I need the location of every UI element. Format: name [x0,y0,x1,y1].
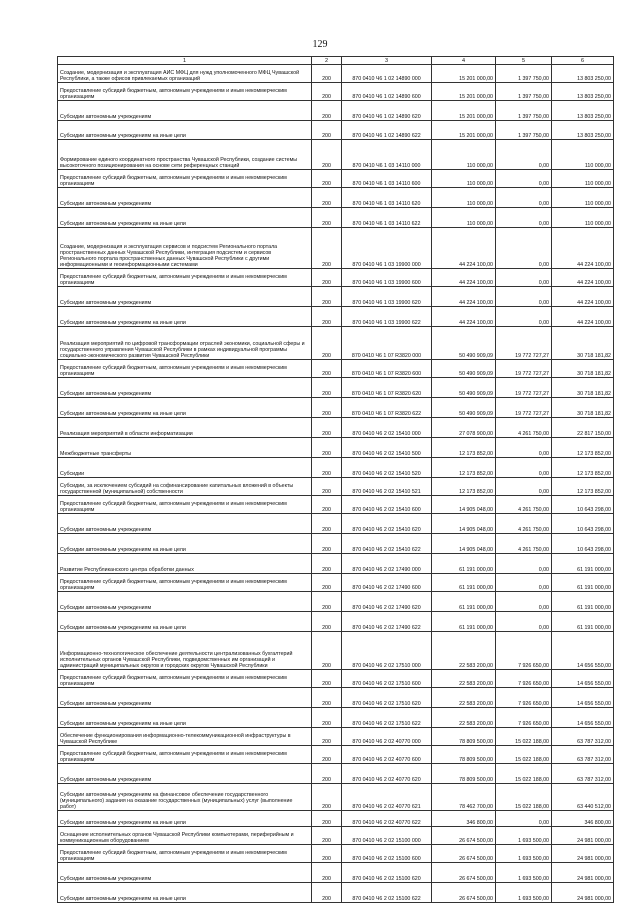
row-amount-total: 61 191 000,00 [432,554,496,574]
table-row [58,554,614,574]
row-budget-code: 870 0410 Ч6 2 02 40770 622 [342,811,432,827]
row-amount-change: 1 693 500,00 [496,863,552,883]
row-amount-change: 1 397 750,00 [496,65,552,83]
row-amount-result: 110 000,00 [552,188,614,208]
header-col-3: 3 [342,57,432,65]
table-row [58,784,614,811]
row-amount-total: 27 078 900,00 [432,418,496,438]
table-row [58,746,614,764]
table-row [58,418,614,438]
row-amount-result: 44 224 100,00 [552,287,614,307]
row-description: Субсидии автономным учреждениям [58,378,312,398]
table-row [58,728,614,746]
row-description: Субсидии автономным учреждениям [58,688,312,708]
row-amount-total: 14 905 048,00 [432,534,496,554]
row-amount-total: 12 173 852,00 [432,438,496,458]
row-amount-total: 26 674 500,00 [432,827,496,845]
row-amount-result: 30 718 181,82 [552,378,614,398]
row-budget-code: 870 0410 Ч6 1 07 R3820 620 [342,378,432,398]
row-budget-code: 870 0410 Ч6 2 02 15410 520 [342,458,432,478]
row-code: 200 [312,188,342,208]
row-amount-total: 22 583 200,00 [432,670,496,688]
row-amount-change: 7 926 650,00 [496,688,552,708]
row-amount-change: 15 022 188,00 [496,728,552,746]
row-amount-change: 0,00 [496,307,552,327]
row-amount-total: 26 674 500,00 [432,845,496,863]
row-code: 200 [312,784,342,811]
table-row [58,228,614,269]
row-budget-code: 870 0410 Ч6 2 02 15410 620 [342,514,432,534]
row-description: Субсидии автономным учреждениям на иные цели [58,307,312,327]
row-amount-result: 12 173 852,00 [552,438,614,458]
row-description: Субсидии автономным учреждениям [58,764,312,784]
row-description: Реализация мероприятий в области информатизации [58,418,312,438]
row-amount-total: 15 201 000,00 [432,121,496,140]
table-row [58,188,614,208]
row-code: 200 [312,438,342,458]
table-row [58,478,614,496]
row-amount-total: 50 490 909,09 [432,398,496,418]
row-budget-code: 870 0410 Ч6 2 02 17510 622 [342,708,432,728]
row-amount-change: 4 261 750,00 [496,418,552,438]
row-amount-result: 13 803 250,00 [552,101,614,121]
row-code: 200 [312,269,342,287]
table-row [58,101,614,121]
row-code: 200 [312,496,342,514]
row-code: 200 [312,378,342,398]
row-budget-code: 870 0410 Ч6 2 02 15410 521 [342,478,432,496]
row-description: Субсидии автономным учреждениям на иные цели [58,398,312,418]
row-amount-total: 61 191 000,00 [432,574,496,592]
row-budget-code: 870 0410 Ч6 2 02 15100 600 [342,845,432,863]
header-col-1: 1 [58,57,312,65]
row-budget-code: 870 0410 Ч6 2 02 40770 600 [342,746,432,764]
row-description: Предоставление субсидий бюджетным, автономным учреждениям и иным некоммерческим организациям [58,746,312,764]
row-amount-total: 44 224 100,00 [432,228,496,269]
row-budget-code: 870 0410 Ч6 1 03 14110 600 [342,170,432,188]
table-row [58,65,614,83]
row-amount-change: 19 772 727,27 [496,360,552,378]
row-budget-code: 870 0410 Ч6 1 03 19900 622 [342,307,432,327]
table-row [58,534,614,554]
row-description: Субсидии, за исключением субсидий на софинансирование капитальных вложений в объекты государственной (муниципальной) собственности [58,478,312,496]
row-amount-change: 0,00 [496,554,552,574]
row-code: 200 [312,307,342,327]
table-row [58,827,614,845]
row-amount-total: 110 000,00 [432,170,496,188]
row-description: Создание, модернизация и эксплуатация АИС МФЦ для нужд уполномоченного МФЦ Чувашской Республики, а также офисов привлекаемых организаций [58,65,312,83]
row-amount-change: 1 397 750,00 [496,83,552,101]
row-budget-code: 870 0410 Ч6 2 02 15410 622 [342,534,432,554]
row-description: Межбюджетные трансферты [58,438,312,458]
row-code: 200 [312,764,342,784]
row-amount-total: 22 583 200,00 [432,632,496,670]
table-row [58,883,614,903]
row-amount-change: 15 022 188,00 [496,784,552,811]
row-amount-change: 0,00 [496,269,552,287]
row-amount-change: 1 693 500,00 [496,827,552,845]
row-budget-code: 870 0410 Ч6 2 02 17490 620 [342,592,432,612]
budget-table [57,56,614,903]
row-amount-change: 0,00 [496,438,552,458]
page-number: 129 [312,39,328,50]
row-description: Создание, модернизация и эксплуатация сервисов и подсистем Регионального портала пространственных данных Чувашской Республики, интеграция подсистем и сервисов Регионального портала пространственных данных Чувашской Республики с другими информационными и геоинформационными системами [58,228,312,269]
row-amount-change: 0,00 [496,478,552,496]
row-code: 200 [312,827,342,845]
row-budget-code: 870 0410 Ч6 1 03 14110 620 [342,188,432,208]
row-amount-total: 12 173 852,00 [432,478,496,496]
table-row [58,438,614,458]
row-amount-result: 14 656 550,00 [552,688,614,708]
row-amount-total: 61 191 000,00 [432,612,496,632]
table-row [58,708,614,728]
row-code: 200 [312,746,342,764]
row-amount-change: 0,00 [496,170,552,188]
row-amount-result: 63 787 312,00 [552,764,614,784]
row-amount-change: 0,00 [496,208,552,228]
row-amount-total: 346 800,00 [432,811,496,827]
row-description: Субсидии автономным учреждениям на иные цели [58,708,312,728]
row-amount-result: 346 800,00 [552,811,614,827]
row-code: 200 [312,574,342,592]
table-row [58,764,614,784]
table-row [58,327,614,360]
row-amount-result: 14 656 550,00 [552,708,614,728]
row-budget-code: 870 0410 Ч6 2 02 40770 620 [342,764,432,784]
row-amount-result: 10 643 298,00 [552,496,614,514]
row-amount-total: 110 000,00 [432,188,496,208]
table-row [58,170,614,188]
table-row [58,287,614,307]
table-row [58,811,614,827]
row-code: 200 [312,612,342,632]
row-budget-code: 870 0410 Ч6 1 02 14890 000 [342,65,432,83]
row-amount-result: 110 000,00 [552,140,614,170]
row-amount-total: 61 191 000,00 [432,592,496,612]
row-code: 200 [312,101,342,121]
row-budget-code: 870 0410 Ч6 2 02 15410 600 [342,496,432,514]
row-description: Формирование единого координатного пространства Чувашской Республики, создание системы высокоточного позиционирования на основе сети референцных станций [58,140,312,170]
table-row [58,83,614,101]
row-amount-total: 26 674 500,00 [432,863,496,883]
row-amount-result: 44 224 100,00 [552,269,614,287]
row-code: 200 [312,287,342,307]
row-description: Предоставление субсидий бюджетным, автономным учреждениям и иным некоммерческим организациям [58,170,312,188]
row-description: Субсидии автономным учреждениям на иные цели [58,208,312,228]
row-amount-result: 13 803 250,00 [552,83,614,101]
table-body [58,57,614,903]
row-budget-code: 870 0410 Ч6 1 03 19900 620 [342,287,432,307]
row-description: Субсидии автономным учреждениям на иные цели [58,121,312,140]
row-description: Предоставление субсидий бюджетным, автономным учреждениям и иным некоммерческим организациям [58,83,312,101]
row-description: Предоставление субсидий бюджетным, автономным учреждениям и иным некоммерческим организациям [58,360,312,378]
row-amount-result: 10 643 298,00 [552,514,614,534]
row-amount-result: 63 787 312,00 [552,746,614,764]
row-amount-total: 44 224 100,00 [432,287,496,307]
row-code: 200 [312,83,342,101]
row-budget-code: 870 0410 Ч6 2 02 17510 620 [342,688,432,708]
row-description: Субсидии автономным учреждениям на финансовое обеспечение государственного (муниципального) задания на оказание государственных (муниципальных) услуг (выполнение работ) [58,784,312,811]
row-amount-result: 110 000,00 [552,170,614,188]
row-amount-result: 12 173 852,00 [552,458,614,478]
row-budget-code: 870 0410 Ч6 2 02 40770 000 [342,728,432,746]
row-code: 200 [312,514,342,534]
row-amount-result: 14 656 550,00 [552,670,614,688]
row-amount-total: 50 490 909,09 [432,327,496,360]
row-amount-change: 19 772 727,27 [496,327,552,360]
row-amount-change: 15 022 188,00 [496,746,552,764]
row-code: 200 [312,554,342,574]
row-amount-total: 44 224 100,00 [432,307,496,327]
row-budget-code: 870 0410 Ч6 1 02 14890 622 [342,121,432,140]
header-col-4: 4 [432,57,496,65]
row-code: 200 [312,170,342,188]
table-row [58,688,614,708]
row-code: 200 [312,121,342,140]
row-amount-total: 14 905 048,00 [432,496,496,514]
row-budget-code: 870 0410 Ч6 2 02 17510 600 [342,670,432,688]
row-amount-change: 1 693 500,00 [496,883,552,903]
row-amount-change: 0,00 [496,592,552,612]
row-description: Субсидии [58,458,312,478]
row-amount-total: 78 809 500,00 [432,728,496,746]
row-budget-code: 870 0410 Ч6 1 07 R3820 622 [342,398,432,418]
row-description: Предоставление субсидий бюджетным, автономным учреждениям и иным некоммерческим организациям [58,845,312,863]
header-col-5: 5 [496,57,552,65]
row-amount-result: 44 224 100,00 [552,228,614,269]
row-amount-change: 1 693 500,00 [496,845,552,863]
row-description: Субсидии автономным учреждениям на иные цели [58,534,312,554]
table-row [58,140,614,170]
row-description: Субсидии автономным учреждениям [58,287,312,307]
header-col-2: 2 [312,57,342,65]
row-amount-total: 26 674 500,00 [432,883,496,903]
table-row [58,398,614,418]
row-amount-total: 110 000,00 [432,140,496,170]
table-row [58,514,614,534]
row-code: 200 [312,632,342,670]
row-code: 200 [312,534,342,554]
row-amount-total: 15 201 000,00 [432,65,496,83]
row-amount-result: 14 656 550,00 [552,632,614,670]
row-amount-total: 78 462 700,00 [432,784,496,811]
row-amount-change: 7 926 650,00 [496,670,552,688]
row-amount-change: 4 261 750,00 [496,496,552,514]
row-description: Субсидии автономным учреждениям [58,863,312,883]
row-code: 200 [312,208,342,228]
row-code: 200 [312,670,342,688]
row-code: 200 [312,688,342,708]
row-amount-total: 78 809 500,00 [432,746,496,764]
table-row [58,360,614,378]
row-amount-total: 78 809 500,00 [432,764,496,784]
row-amount-result: 10 643 298,00 [552,534,614,554]
row-amount-result: 24 981 000,00 [552,827,614,845]
table-row [58,592,614,612]
row-amount-result: 61 191 000,00 [552,612,614,632]
row-description: Субсидии автономным учреждениям [58,514,312,534]
row-budget-code: 870 0410 Ч6 1 02 14890 600 [342,83,432,101]
row-amount-result: 24 981 000,00 [552,845,614,863]
table-row [58,845,614,863]
row-code: 200 [312,863,342,883]
row-description: Реализация мероприятий по цифровой трансформации отраслей экономики, социальной сферы и государственного управления Чувашской Республики в рамках индивидуальной программы социально-экономического развития Чувашской Республики [58,327,312,360]
row-amount-result: 61 191 000,00 [552,574,614,592]
row-amount-change: 0,00 [496,574,552,592]
table-row [58,632,614,670]
row-budget-code: 870 0410 Ч6 1 03 19900 600 [342,269,432,287]
row-amount-result: 12 173 852,00 [552,478,614,496]
row-amount-change: 0,00 [496,140,552,170]
row-code: 200 [312,418,342,438]
row-code: 200 [312,728,342,746]
row-amount-change: 0,00 [496,612,552,632]
row-amount-change: 1 397 750,00 [496,121,552,140]
row-code: 200 [312,360,342,378]
row-description: Предоставление субсидий бюджетным, автономным учреждениям и иным некоммерческим организациям [58,574,312,592]
row-amount-result: 30 718 181,82 [552,327,614,360]
row-amount-change: 0,00 [496,287,552,307]
row-amount-result: 30 718 181,82 [552,398,614,418]
row-description: Субсидии автономным учреждениям [58,592,312,612]
row-amount-result: 110 000,00 [552,208,614,228]
table-row [58,458,614,478]
row-description: Субсидии автономным учреждениям на иные цели [58,883,312,903]
table-header-row [58,57,614,65]
row-description: Оснащение исполнительных органов Чувашской Республики компьютерами, периферийным и коммуникационным оборудованием [58,827,312,845]
row-budget-code: 870 0410 Ч6 2 02 15100 622 [342,883,432,903]
table-row [58,269,614,287]
row-amount-change: 7 926 650,00 [496,632,552,670]
row-amount-change: 19 772 727,27 [496,378,552,398]
row-amount-change: 1 397 750,00 [496,101,552,121]
row-code: 200 [312,65,342,83]
row-amount-change: 4 261 750,00 [496,514,552,534]
row-amount-result: 63 787 312,00 [552,728,614,746]
row-budget-code: 870 0410 Ч6 2 02 17510 000 [342,632,432,670]
row-amount-total: 50 490 909,09 [432,360,496,378]
table-row [58,612,614,632]
table-row [58,496,614,514]
row-budget-code: 870 0410 Ч6 1 07 R3820 000 [342,327,432,360]
row-amount-total: 22 583 200,00 [432,708,496,728]
row-budget-code: 870 0410 Ч6 2 02 40770 621 [342,784,432,811]
row-code: 200 [312,327,342,360]
row-code: 200 [312,228,342,269]
row-amount-change: 15 022 188,00 [496,764,552,784]
row-budget-code: 870 0410 Ч6 2 02 15410 000 [342,418,432,438]
row-description: Обеспечение функционирования информационно-телекоммуникационной инфраструктуры в Чувашской Республике [58,728,312,746]
row-amount-result: 22 817 150,00 [552,418,614,438]
table-row [58,670,614,688]
row-amount-total: 15 201 000,00 [432,101,496,121]
row-code: 200 [312,478,342,496]
row-amount-change: 19 772 727,27 [496,398,552,418]
row-amount-change: 0,00 [496,811,552,827]
row-code: 200 [312,592,342,612]
row-amount-change: 4 261 750,00 [496,534,552,554]
row-amount-result: 24 981 000,00 [552,883,614,903]
row-code: 200 [312,708,342,728]
row-description: Субсидии автономным учреждениям на иные цели [58,811,312,827]
row-amount-change: 7 926 650,00 [496,708,552,728]
row-amount-total: 12 173 852,00 [432,458,496,478]
row-description: Предоставление субсидий бюджетным, автономным учреждениям и иным некоммерческим организациям [58,496,312,514]
row-amount-result: 44 224 100,00 [552,307,614,327]
row-amount-change: 0,00 [496,458,552,478]
row-budget-code: 870 0410 Ч6 1 07 R3820 600 [342,360,432,378]
row-description: Субсидии автономным учреждениям [58,188,312,208]
table-row [58,863,614,883]
row-budget-code: 870 0410 Ч6 1 03 19900 000 [342,228,432,269]
row-budget-code: 870 0410 Ч6 2 02 15100 620 [342,863,432,883]
row-code: 200 [312,140,342,170]
row-code: 200 [312,883,342,903]
row-amount-change: 0,00 [496,228,552,269]
row-budget-code: 870 0410 Ч6 2 02 17490 000 [342,554,432,574]
header-col-6: 6 [552,57,614,65]
row-code: 200 [312,845,342,863]
table-row [58,378,614,398]
row-description: Предоставление субсидий бюджетным, автономным учреждениям и иным некоммерческим организациям [58,670,312,688]
row-budget-code: 870 0410 Ч6 2 02 15100 000 [342,827,432,845]
row-budget-code: 870 0410 Ч6 1 03 14110 000 [342,140,432,170]
row-budget-code: 870 0410 Ч6 2 02 15410 500 [342,438,432,458]
row-description: Субсидии автономным учреждениям на иные цели [58,612,312,632]
row-budget-code: 870 0410 Ч6 2 02 17490 600 [342,574,432,592]
row-description: Развитие Республиканского центра обработки данных [58,554,312,574]
row-budget-code: 870 0410 Ч6 1 03 14110 622 [342,208,432,228]
row-amount-result: 30 718 181,82 [552,360,614,378]
table-row [58,121,614,140]
row-code: 200 [312,811,342,827]
table-row [58,307,614,327]
row-description: Информационно-технологическое обеспечение деятельности централизованных бухгалтерий исполнительных органов Чувашской Республики, подведомственных им организаций и администраций муниципальных округов и городских округов Чувашской Республики [58,632,312,670]
row-amount-result: 13 803 250,00 [552,121,614,140]
row-description: Субсидии автономным учреждениям [58,101,312,121]
row-amount-result: 61 191 000,00 [552,592,614,612]
row-amount-total: 50 490 909,09 [432,378,496,398]
row-amount-result: 13 803 250,00 [552,65,614,83]
row-amount-total: 15 201 000,00 [432,83,496,101]
row-budget-code: 870 0410 Ч6 1 02 14890 620 [342,101,432,121]
row-amount-result: 61 191 000,00 [552,554,614,574]
table-row [58,208,614,228]
table-row [58,574,614,592]
row-amount-total: 14 905 048,00 [432,514,496,534]
row-amount-change: 0,00 [496,188,552,208]
row-code: 200 [312,398,342,418]
row-description: Предоставление субсидий бюджетным, автономным учреждениям и иным некоммерческим организациям [58,269,312,287]
row-budget-code: 870 0410 Ч6 2 02 17490 622 [342,612,432,632]
row-amount-result: 63 440 512,00 [552,784,614,811]
row-amount-total: 110 000,00 [432,208,496,228]
row-amount-result: 24 981 000,00 [552,863,614,883]
row-code: 200 [312,458,342,478]
row-amount-total: 44 224 100,00 [432,269,496,287]
row-amount-total: 22 583 200,00 [432,688,496,708]
